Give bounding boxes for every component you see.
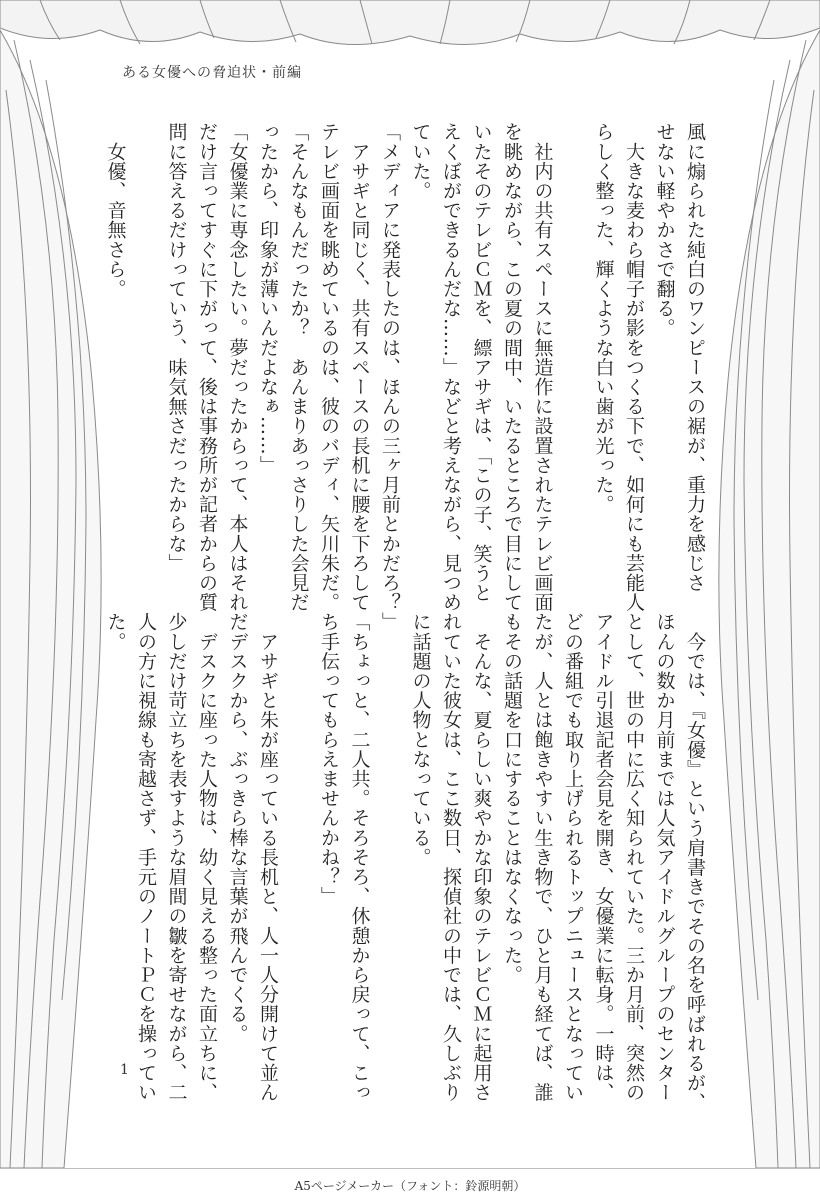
- running-header: ある女優への脅迫状・前編: [122, 65, 302, 81]
- footer-bar: [0, 1168, 820, 1201]
- body-text-top: 風に煽られた純白のワンピースの裾が、重力を感じさ せない軽やかさで翻る。 大きな麦わら帽子が影をつくる下で、如何にも芸能人 らしく整った、輝くような白い歯が光った。 社内の共有スペースに無造作に設置されたテレビ画面 を眺めながら、この夏の間中、いたるところで目にして いたそのテレビＣＭを、縹アサギは、「この子、笑うと えくぼができるんだな……」などと考えながら、見つめ ていた。 「メディアに発表したのは、ほんの三ヶ月前とかだろ？」 アサギと同じく、共有スペースの長机に腰を下ろして テレビ画面を眺めているのは、彼のバディ、矢川朱だ。 「そんなもんだったか？ あんまりあっさりした会見だ ったから、印象が薄いんだよなぁ……」 「女優業に専念したい。夢だったからって、本人はそれ だけ言ってすぐに下がって、後は事務所が記者からの質 問に答えるだけっていう、味気無さだったからな」 女優、音無さら。: [104, 122, 706, 632]
- page-number: 1: [120, 1062, 129, 1078]
- body-text-bottom: 今では、『女優』という肩書きでその名を呼ばれるが、 ほんの数か月前までは人気アイドルグループのセンター として、世の中に広く知られていた。三か月前、突然の アイドル引退記者会見を開き、女優業に転身。一時は、 どの番組でも取り上げられるトップニュースとなってい たが、人とは飽きやすい生き物で、ひと月も経てば、誰 もその話題を口にすることはなくなった。 そんな、夏らしい爽やかな印象のテレビＣＭに起用さ れていた彼女は、ここ数日、探偵社の中では、久しぶり に話題の人物となっている。 「ちょっと、二人共。そろそろ、休憩から戻って、こっ ち手伝ってもらえませんかね？」 アサギと朱が座っている長机と、人一人分開けて並ん だデスクから、ぶっきら棒な言葉が飛んでくる。 デスクに座った人物は、幼く見える整った面立ちに、 少しだけ苛立ちを表すような眉間の皺を寄せながら、二 人の方に視線も寄越さず、手元のノートＰＣを操ってい た。: [104, 612, 706, 1113]
- footer-caption: A5ページメーカー（フォント：鈴源明朝）: [294, 1179, 526, 1193]
